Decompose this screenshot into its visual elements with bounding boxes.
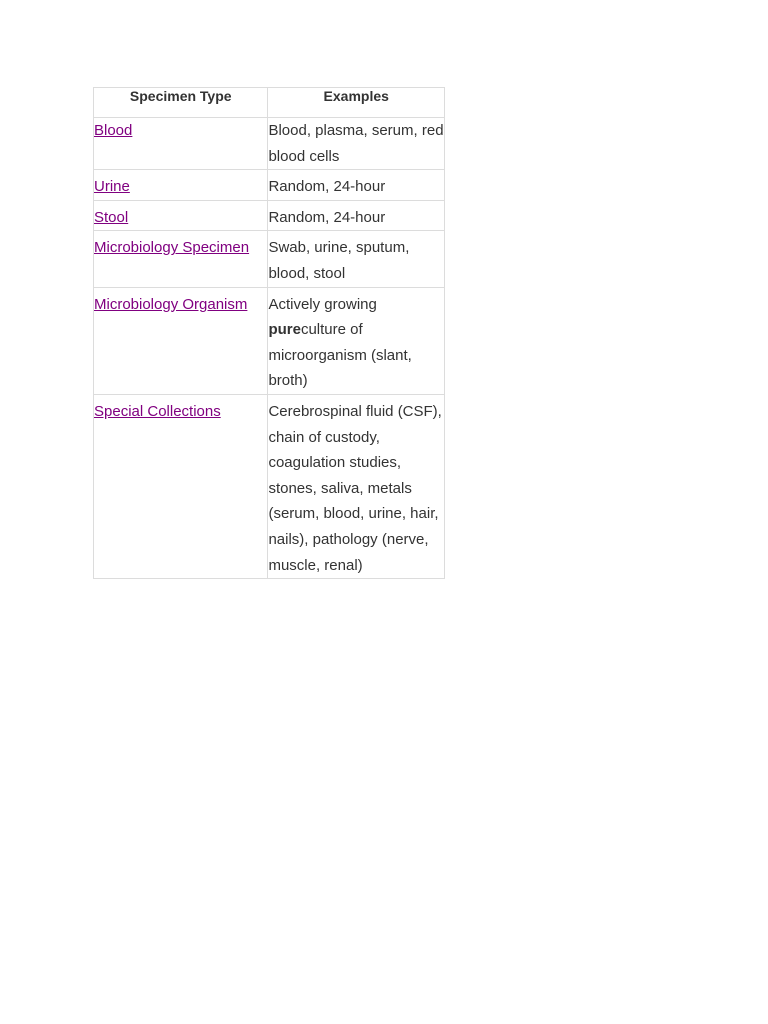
specimen-link-urine[interactable]: Urine — [94, 178, 130, 196]
examples-text: Random, 24-hour — [268, 208, 386, 226]
specimen-link-stool[interactable]: Stool — [94, 208, 129, 226]
table-row — [94, 231, 445, 287]
examples-text — [268, 292, 444, 394]
specimen-link-microbiology-organism[interactable]: Microbiology Organism — [94, 295, 248, 313]
specimen-type-cell — [94, 170, 268, 201]
header-examples: Examples — [268, 88, 445, 118]
examples-text: Cerebrospinal fluid (CSF), chain of custody, coagulation studies, stones, saliva, metals (serum, blood, urine, hair, nails), pathology (nerve, muscle, renal) — [268, 402, 442, 574]
examples-text-after: culture of microorganism (slant, broth) — [268, 321, 412, 390]
specimen-type-cell — [94, 200, 268, 231]
specimen-link-blood[interactable]: Blood — [94, 122, 133, 139]
examples-cell — [268, 118, 445, 170]
table-header-row — [94, 88, 445, 118]
examples-text-before: Actively growing — [268, 295, 377, 313]
specimen-type-cell — [94, 287, 268, 394]
specimen-type-cell — [94, 394, 268, 578]
examples-text: Blood, plasma, serum, red blood cells — [268, 122, 444, 165]
examples-text-bold: pure — [268, 321, 301, 339]
table-row — [94, 287, 445, 394]
table-row — [94, 394, 445, 578]
examples-cell — [268, 200, 445, 231]
examples-cell — [268, 394, 445, 578]
specimen-type-cell — [94, 118, 268, 170]
examples-text: Swab, urine, sputum, blood, stool — [268, 239, 410, 282]
header-specimen-type: Specimen Type — [94, 88, 268, 118]
specimen-table — [93, 87, 445, 579]
examples-cell — [268, 287, 445, 394]
specimen-link-microbiology-specimen[interactable]: Microbiology Specimen — [94, 239, 250, 257]
specimen-link-special-collections[interactable]: Special Collections — [94, 402, 221, 420]
examples-cell — [268, 170, 445, 201]
examples-text: Random, 24-hour — [268, 178, 386, 196]
examples-cell — [268, 231, 445, 287]
table-row — [94, 118, 445, 170]
specimen-type-cell — [94, 231, 268, 287]
table-row — [94, 170, 445, 201]
table-row — [94, 200, 445, 231]
